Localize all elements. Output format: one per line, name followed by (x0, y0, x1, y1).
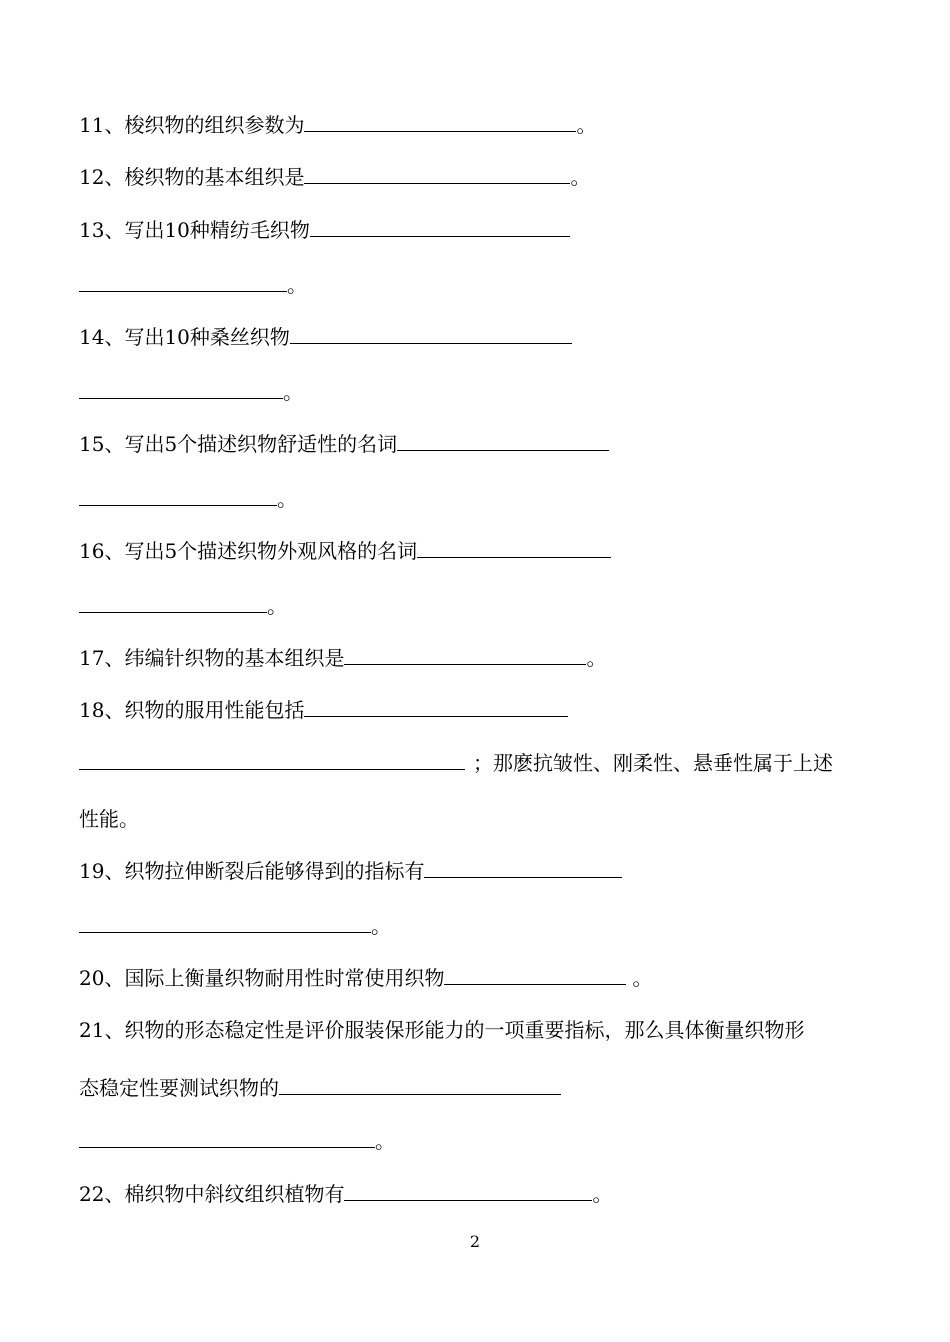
answer-blank[interactable] (304, 111, 576, 132)
end-punct: 。 (371, 914, 391, 938)
end-punct: 。 (267, 594, 287, 618)
question-text: 19、织物拉伸断裂后能够得到的指标有 (79, 859, 425, 883)
answer-blank[interactable] (344, 644, 586, 665)
answer-blank[interactable] (79, 271, 287, 292)
answer-blank[interactable] (79, 378, 283, 399)
answer-blank[interactable] (344, 1180, 592, 1201)
answer-blank[interactable] (79, 1127, 375, 1148)
question-17 (79, 644, 606, 670)
question-13-continued (79, 271, 307, 297)
answer-blank[interactable] (424, 857, 622, 878)
question-text: 15、写出5个描述织物舒适性的名词 (79, 432, 398, 456)
question-11 (79, 111, 596, 137)
question-text: 14、写出10种桑丝织物 (79, 325, 290, 349)
end-punct: 。 (586, 646, 607, 670)
question-16-continued (79, 592, 287, 618)
question-20 (79, 964, 652, 990)
answer-blank[interactable] (79, 592, 267, 613)
question-21-line-3 (79, 1127, 395, 1153)
question-14 (79, 323, 572, 349)
end-punct: 。 (287, 273, 307, 297)
end-punct: 。 (570, 165, 591, 189)
question-13 (79, 216, 570, 242)
question-text: 18、织物的服用性能包括 (79, 698, 305, 722)
question-text-continued: 态稳定性要测试织物的 (79, 1076, 279, 1100)
end-text: 性能。 (79, 807, 139, 831)
question-22 (79, 1180, 612, 1206)
question-21-line-2 (79, 1074, 561, 1100)
question-15 (79, 430, 609, 456)
question-text: 11、梭织物的组织参数为 (79, 113, 305, 137)
answer-blank[interactable] (417, 537, 611, 558)
question-text: 22、棉织物中斜纹组织植物有 (79, 1182, 345, 1206)
question-18 (79, 696, 568, 722)
answer-blank[interactable] (444, 964, 626, 985)
question-text: 21、织物的形态稳定性是评价服装保形能力的一项重要指标，那么具体衡量织物形 (79, 1018, 805, 1042)
question-text: 20、国际上衡量织物耐用性时常使用织物 (79, 966, 445, 990)
answer-blank[interactable] (79, 749, 465, 770)
page-number: 2 (469, 1232, 481, 1251)
answer-blank[interactable] (279, 1074, 561, 1095)
answer-blank[interactable] (304, 696, 568, 717)
question-text: 12、梭织物的基本组织是 (79, 165, 305, 189)
question-12 (79, 163, 590, 189)
answer-blank[interactable] (304, 163, 570, 184)
answer-blank[interactable] (397, 430, 609, 451)
question-19-continued (79, 912, 391, 938)
question-text: 16、写出5个描述织物外观风格的名词 (79, 539, 418, 563)
end-punct: 。 (592, 1182, 613, 1206)
question-21 (79, 1017, 804, 1043)
question-15-continued (79, 485, 297, 511)
question-text: 13、写出10种精纺毛织物 (79, 218, 310, 242)
end-punct: 。 (277, 487, 297, 511)
answer-blank[interactable] (290, 323, 572, 344)
question-19 (79, 857, 622, 883)
question-text: 17、纬编针织物的基本组织是 (79, 646, 345, 670)
question-16 (79, 537, 611, 563)
question-18-end (79, 806, 139, 832)
end-punct: 。 (576, 113, 597, 137)
question-18-middle-text: ；那麽抗皱性、刚柔性、悬垂性属于上述 (473, 751, 833, 775)
end-punct: 。 (283, 380, 303, 404)
answer-blank[interactable] (310, 216, 570, 237)
question-18-continued (79, 749, 833, 775)
end-punct: 。 (632, 966, 653, 990)
answer-blank[interactable] (79, 485, 277, 506)
question-14-continued (79, 378, 303, 404)
end-punct: 。 (375, 1129, 395, 1153)
answer-blank[interactable] (79, 912, 371, 933)
